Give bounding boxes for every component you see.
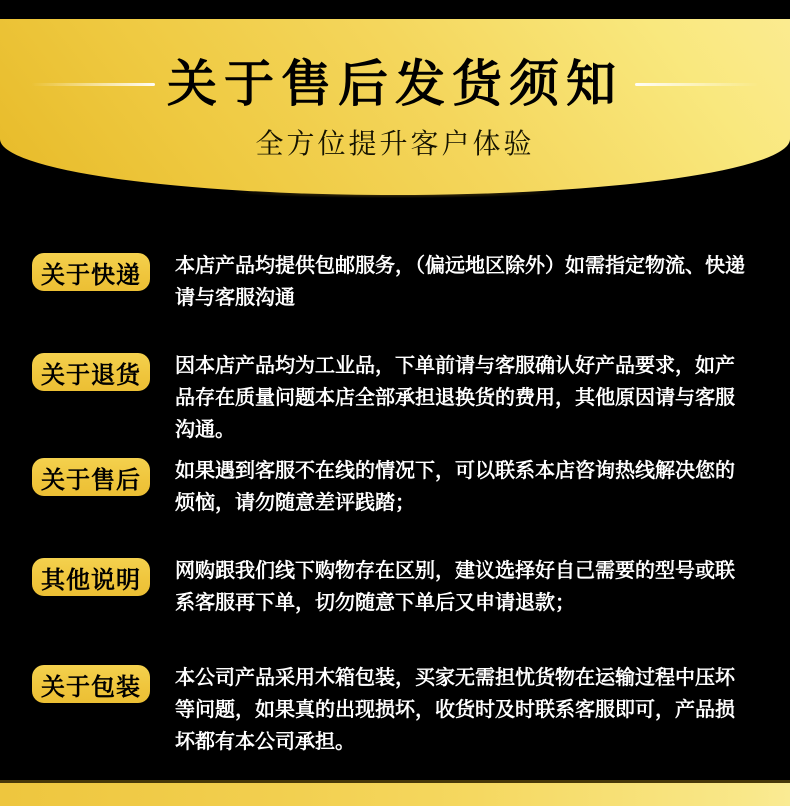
section-text-express: 本店产品均提供包邮服务，（偏远地区除外）如需指定物流、快递请与客服沟通 xyxy=(175,255,745,309)
section-text-aftersales: 如果遇到客服不在线的情况下，可以联系本店咨询热线解决您的烦恼，请勿随意差评践踏； xyxy=(175,460,735,514)
title-divider-right xyxy=(635,83,759,86)
section-badge-aftersales: 关于售后 xyxy=(32,458,150,496)
section-packaging xyxy=(32,662,749,758)
section-aftersales xyxy=(32,455,749,519)
bottom-gold-strip xyxy=(0,780,790,806)
section-text-other-notes: 网购跟我们线下购物存在区别，建议选择好自己需要的型号或联系客服再下单，切勿随意下单后又申请退款； xyxy=(175,560,735,614)
section-express xyxy=(32,250,749,314)
banner-gold-shape xyxy=(0,19,790,195)
page-title: 关于售后发货须知 xyxy=(167,56,623,112)
section-returns xyxy=(32,350,749,446)
section-text-returns: 因本店产品均为工业品，下单前请与客服确认好产品要求，如产品存在质量问题本店全部承担退换货的费用，其他原因请与客服沟通。 xyxy=(175,355,735,441)
title-row xyxy=(0,58,790,110)
section-badge-other-notes: 其他说明 xyxy=(32,558,150,596)
section-badge-express: 关于快递 xyxy=(32,253,150,291)
section-other-notes xyxy=(32,555,749,619)
page-subtitle: 全方位提升客户体验 xyxy=(255,128,535,159)
section-badge-packaging: 关于包装 xyxy=(32,665,150,703)
section-text-packaging: 本公司产品采用木箱包装，买家无需担忧货物在运输过程中压坏等问题，如果真的出现损坏，收货时及时联系客服即可，产品损坏都有本公司承担。 xyxy=(175,667,735,753)
title-divider-left xyxy=(31,83,155,86)
section-badge-returns: 关于退货 xyxy=(32,353,150,391)
